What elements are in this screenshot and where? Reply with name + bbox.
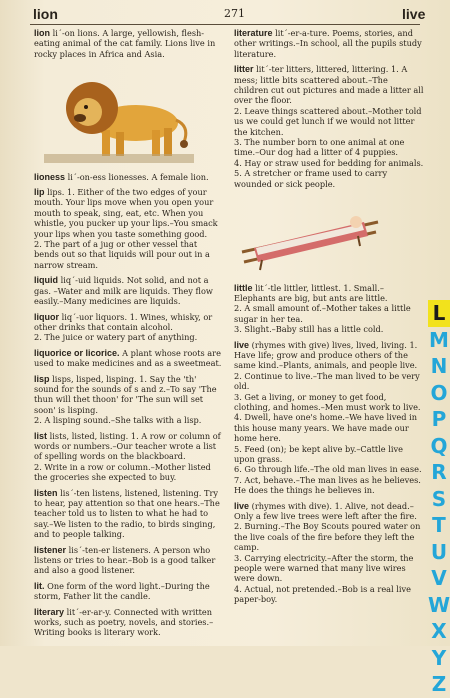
entry-headword: live [234, 500, 250, 511]
entry-headword: literature [234, 28, 273, 38]
lion-illustration [44, 68, 194, 163]
entry-text: lis´-ten listens, listened, listening. Try to hear, pay attention so that one hears.–The teacher told us to listen to what he had to say.–We listen to the radio, to birds singing, and to people talking. [34, 487, 220, 540]
entry-headword: liquorice or licorice. [34, 347, 120, 358]
guide-word-right: live [402, 6, 426, 22]
entry-text: li´-on lions. A large, yellowish, flesh-eating animal of the cat family. Lions live in rocky places in Africa and Asia. [34, 28, 216, 59]
entry-headword: lip [34, 187, 45, 198]
entry-headword: listen [34, 487, 58, 498]
entry-headword: literary [34, 606, 65, 617]
entry-sense: 1. Alive, not dead.– Only a few live trees were left after the fire. [234, 500, 417, 522]
entry-text: lisps, lisped, lisping. [52, 373, 137, 384]
index-letter-s[interactable]: S [431, 486, 447, 511]
index-letter-q[interactable]: Q [430, 433, 448, 458]
entry-sense: 2. Leave things scattered about.–Mother told us we could get lunch if we would not litter the kitchen. [234, 105, 422, 137]
index-letter-x[interactable]: X [431, 619, 447, 643]
entry-lion [34, 28, 222, 59]
entry-literature [234, 28, 424, 59]
index-letter-p[interactable]: P [431, 407, 447, 431]
guide-word-left: lion [33, 6, 58, 22]
entry-literary [34, 607, 222, 638]
entry-list [34, 431, 222, 483]
index-letter-w[interactable]: W [428, 592, 450, 617]
entry-live-adjective [234, 501, 424, 605]
stretcher-illustration [240, 200, 380, 272]
entry-sense: 2. Burning.–The Boy Scouts poured water on the live coals of the fire before they left the camp. [234, 521, 421, 553]
entry-sense: 4. Dwell, have one's home.–We have lived in this house many years. We have made our home here. [234, 412, 417, 444]
entry-sense: 3. Slight.–Baby still has a little cold. [234, 324, 384, 335]
entry-sense: 3. Carrying electricity.–After the storm, the people were warned that many live wires were down. [234, 552, 414, 584]
entry-sense: 1. Say the 'th' sound for the sounds of s and z.–To say 'The thun will thet thoon' for 'The sun will set soon' is lisping. [34, 373, 217, 415]
entry-headword: lisp [34, 373, 50, 384]
entry-text: liq´-uor liquors. [61, 311, 128, 322]
index-letter-l[interactable]: L [428, 300, 450, 327]
index-letter-o[interactable]: O [430, 380, 448, 405]
entry-text: lit´-er-a-ture. Poems, stories, and other writings.–In school, all the pupils study literature. [234, 28, 422, 59]
entry-text: A plant whose roots are used to make medicines and as a sweetmeat. [34, 347, 222, 369]
entry-liquid [34, 275, 222, 306]
entry-sense: 5. A stretcher or frame used to carry wounded or sick people. [234, 168, 388, 189]
entry-text: lists, listed, listing. [49, 430, 129, 441]
index-letter-r[interactable]: R [431, 460, 447, 484]
entry-liquor [34, 312, 222, 343]
entry-text: One form of the word light.–During the storm, Father lit the candle. [34, 580, 210, 602]
index-letter-u[interactable]: U [430, 539, 448, 564]
entry-sense: 1. Either of the two edges of your mouth. Your lips move when you open your mouth to speak, sing, eat, etc. When you whistle, you pucker up your lips.–You smack your lips when you taste something good. [34, 187, 218, 239]
entry-sense: 1. A mess; little bits scattered about.–The children cut out pictures and made a litter all over the floor. [234, 64, 424, 106]
page-number: 271 [224, 7, 245, 20]
right-column [234, 28, 424, 610]
index-letter-n[interactable]: N [430, 354, 448, 378]
entry-sense: 2. Continue to live.–The man lived to be very old. [234, 370, 420, 392]
entry-headword: list [34, 430, 48, 441]
index-letter-y[interactable]: Y [431, 645, 447, 670]
entry-sense: 2. The part of a jug or other vessel that bends out so that liquids will pour out in a narrow stream. [34, 239, 210, 270]
entry-sense: 1. A row or column of words or numbers.–Our teacher wrote a list of spelling words on the blackboard. [34, 430, 221, 462]
entry-lisp [34, 374, 222, 426]
entry-text: (rhymes with dive). [251, 500, 332, 511]
entry-sense: 5. Feed (on); be kept alive by.–Cattle live upon grass. [234, 443, 403, 464]
entry-lip [34, 187, 222, 270]
entry-text: (rhymes with give) lives, lived, living. [251, 339, 407, 350]
index-letter-v[interactable]: V [431, 566, 447, 590]
entry-text: lis´-ten-er listeners. A person who listens or tries to hear.–Bob is a good talker and also a good listener. [34, 544, 216, 576]
entry-sense: 6. Go through life.–The old man lives in ease. [234, 464, 422, 475]
entry-sense: 1. Have life; grow and produce others of the same kind.–Plants, animals, and people live. [234, 339, 418, 371]
entry-headword: listener [34, 544, 67, 555]
entry-headword: lioness [34, 171, 66, 182]
entry-headword: little [234, 282, 253, 293]
entry-listen [34, 488, 222, 540]
entry-headword: litter [234, 64, 254, 75]
entry-headword: lion [34, 28, 50, 38]
entry-sense: 7. Act, behave.–The man lives as he believes. He does the things he believes in. [234, 474, 421, 496]
entry-sense: 2. The juice or watery part of anything. [34, 332, 198, 343]
index-letter-m[interactable]: M [429, 327, 449, 352]
entry-sense: 1. Wines, whisky, or other drinks that contain alcohol. [34, 311, 213, 332]
index-letter-z[interactable]: Z [431, 672, 447, 696]
entry-sense: 2. A small amount of.–Mother takes a little sugar in her tea. [234, 303, 411, 324]
entry-sense: 4. Hay or straw used for bedding for animals. [234, 157, 424, 168]
entry-text: lit´-er-ar-y. Connected with written works, such as poetry, novels, and stories.– Writing books is literary work. [34, 606, 214, 638]
entry-live-verb [234, 340, 424, 496]
entry-text: lit´-tle littler, littlest. [255, 282, 341, 293]
entry-headword: liquid [34, 275, 58, 286]
entry-sense: 3. The number born to one animal at one time.–Our dog had a litter of 4 puppies. [234, 137, 405, 158]
entry-lit [34, 581, 222, 602]
entry-text: liq´-uid liquids. Not solid, and not a gas. –Water and milk are liquids. They flow easily.–Many medicines are liquids. [34, 275, 213, 307]
left-column [34, 28, 222, 643]
entry-sense: 2. Write in a row or column.–Mother listed the groceries she expected to buy. [34, 461, 211, 483]
entry-sense: 4. Actual, not pretended.–Bob is a real live paper-boy. [234, 583, 411, 605]
entry-litter [234, 64, 424, 189]
entry-sense: 2. A lisping sound.–She talks with a lisp. [34, 415, 202, 426]
entry-liquorice [34, 348, 222, 369]
entry-text: li´-on-ess lionesses. A female lion. [67, 171, 209, 182]
alphabet-index [428, 300, 450, 698]
entry-text: lips. [47, 187, 65, 198]
entry-headword: lit. [34, 580, 45, 591]
entry-headword: live [234, 339, 250, 350]
entry-headword: liquor [34, 311, 59, 322]
index-letter-t[interactable]: T [432, 513, 446, 537]
entry-listener [34, 545, 222, 576]
entry-lioness [34, 172, 222, 182]
entry-sense: 3. Get a living, or money to get food, clothing, and homes.–Men must work to live. [234, 391, 421, 412]
entry-sense: 1. Small.–Elephants are big, but ants are little. [234, 282, 388, 303]
header-rule [30, 24, 420, 25]
entry-text: lit´-ter litters, littered, littering. [256, 64, 389, 75]
entry-little [234, 283, 424, 335]
